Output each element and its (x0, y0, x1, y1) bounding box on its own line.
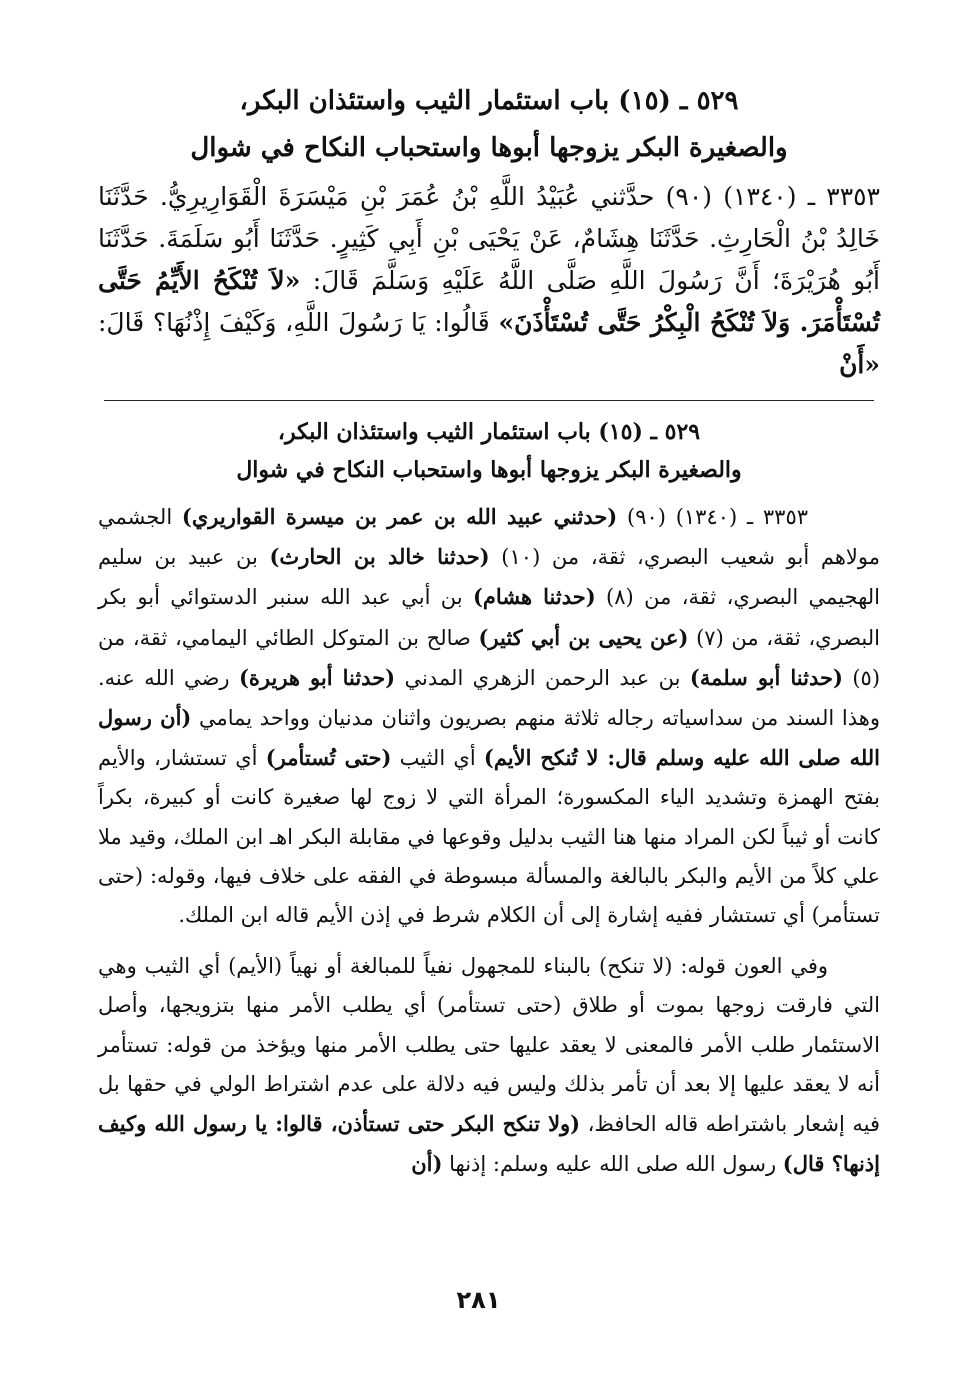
hadith-matn-bold: «لاَ تُنْكَحُ الأَيِّمُ حَتَّى تُسْتَأْمَرَ. وَلاَ تُنْكَحُ الْبِكْرُ حَتَّى تُسْتَأْذَنَ» (98, 266, 880, 337)
commentary-text: وفي العون قوله: (لا تنكح) بالبناء للمجهول نفياً للمبالغة أو نهياً (الأيم) أي الثيب وهي التي فارقت زوجها بموت أو طلاق (حتى تستأمر) أي يطلب الأمر منها بتزويجها، وأصل الاستئمار طلب الأمر فالمعنى لا يعقد عليها حتى يطلب الأمر منها ويؤخذ من قوله: تستأمر أنه لا يعقد عليها إلا بعد أن تأمر بذلك وليس فيه دلالة على عدم اشتراط الولي في حقها بل فيه إشعار باشتراطه قاله الحافظ، (98, 954, 880, 1137)
commentary-bold-matn: (أن (411, 1151, 443, 1177)
hadith-matn-bold-end: «أَنْ (839, 350, 880, 379)
commentary-paragraph-1 (98, 497, 880, 935)
commentary-text: بن أبي عبد الله سنبر الدستوائي أبو بكر البصري، ثقة، من (٧) (98, 585, 880, 650)
hadith-text-continued: قَالُوا: يَا رَسُولَ اللَّهِ، وَكَيْفَ إِذْنُهَا؟ قَالَ: (98, 308, 499, 337)
commentary-text: بن عبد الرحمن الزهري المدني (395, 665, 690, 690)
commentary-title-line-1: ٥٢٩ ـ (١٥) باب استئمار الثيب واستئذان البكر، (277, 419, 701, 445)
commentary-text: رسول الله صلى الله عليه وسلم: إذنها (442, 1152, 783, 1177)
commentary-text: أي تستشار، والأيم بفتح الهمزة وتشديد الياء المكسورة؛ المرأة التي لا زوج لها صغيرة كانت أو كبيرة، بكراً كانت أو ثيباً لكن المراد منها هنا الثيب بدليل وقوعها في مقابلة البكر اهـ ابن الملك، وقيد ملا علي كلاً من الأيم والبكر بالبالغة والمسألة مبسوطة في الفقه على خلاف فيها، وقوله: (حتى تستأمر) أي تستشار ففيه إشارة إلى أن الكلام شرط في إذن الأيم قاله ابن الملك. (98, 746, 880, 928)
commentary-text: بن عبيد بن سليم الهجيمي البصري، ثقة، من (٨) (98, 545, 880, 610)
commentary-bold-narrator: (حدثنا خالد بن الحارث) (269, 544, 490, 570)
commentary-chapter-title (98, 413, 880, 489)
page (98, 78, 880, 1184)
section-divider (104, 400, 874, 401)
commentary-title-line-2: والصغيرة البكر يزوجها أبوها واستحباب النكاح في شوال (236, 457, 742, 483)
commentary-text: صالح بن المتوكل الطائي اليمامي، ثقة، من (٥) (98, 625, 881, 690)
commentary-text: أي الثيب (391, 746, 484, 771)
hadith-text (98, 176, 880, 386)
commentary-bold-narrator: (حدثني عبيد الله بن عمر بن ميسرة القواريري) (181, 504, 618, 529)
page-number: ٢٨١ (456, 1286, 501, 1314)
commentary-bold-narrator: (حدثنا هشام) (472, 584, 596, 610)
commentary-bold-matn: (حتى تُستأمر) (265, 745, 392, 771)
commentary-paragraph-2 (98, 947, 880, 1184)
hadith-title-line-2: والصغيرة البكر يزوجها أبوها واستحباب النكاح في شوال (190, 133, 788, 163)
hadith-isnad: ٣٣٥٣ ـ (١٣٤٠) (٩٠) حدَّثني عُبَيْدُ اللَّهِ بْنُ عُمَرَ بْنِ مَيْسَرَةَ الْقَوَارِيرِيُّ. حَدَّثَنَا خَالِدُ بْنُ الْحَارِثِ. حَدَّثَنَا هِشَامٌ، عَنْ يَحْيَى بْنِ أَبِي كَثِيرٍ. حَدَّثَنَا أَبُو سَلَمَةَ. حَدَّثَنَا أَبُو هُرَيْرَةَ؛ أَنَّ رَسُولَ اللَّهِ صَلَّى اللَّهُ عَلَيْهِ وَسَلَّمَ قَالَ: (98, 182, 880, 295)
commentary-text: الجشمي مولاهم أبو شعيب البصري، ثقة، من (١٠) (98, 505, 880, 570)
commentary-bold-narrator: (حدثنا أبو هريرة) (238, 664, 396, 690)
hadith-chapter-title (98, 78, 880, 172)
commentary-text: ٣٣٥٣ ـ (١٣٤٠) (٩٠) (617, 505, 809, 529)
commentary-bold-matn: (ولا تنكح البكر حتى تستأذن، قالوا: يا رسول الله وكيف إذنها؟ قال) (98, 1111, 880, 1177)
commentary-bold-narrator: (حدثنا أبو سلمة) (689, 664, 843, 690)
commentary-text: رضي الله عنه. وهذا السند من سداسياته رجاله ثلاثة منهم بصريون واثنان مدنيان وواحد يمامي (98, 665, 880, 731)
commentary-bold-matn: (أن رسول الله صلى الله عليه وسلم قال: لا تُنكح الأيم) (98, 705, 881, 771)
hadith-title-line-1: ٥٢٩ ـ (١٥) باب استئمار الثيب واستئذان البكر، (239, 86, 739, 116)
commentary-bold-narrator: (عن يحيى بن أبي كثير) (478, 624, 689, 650)
